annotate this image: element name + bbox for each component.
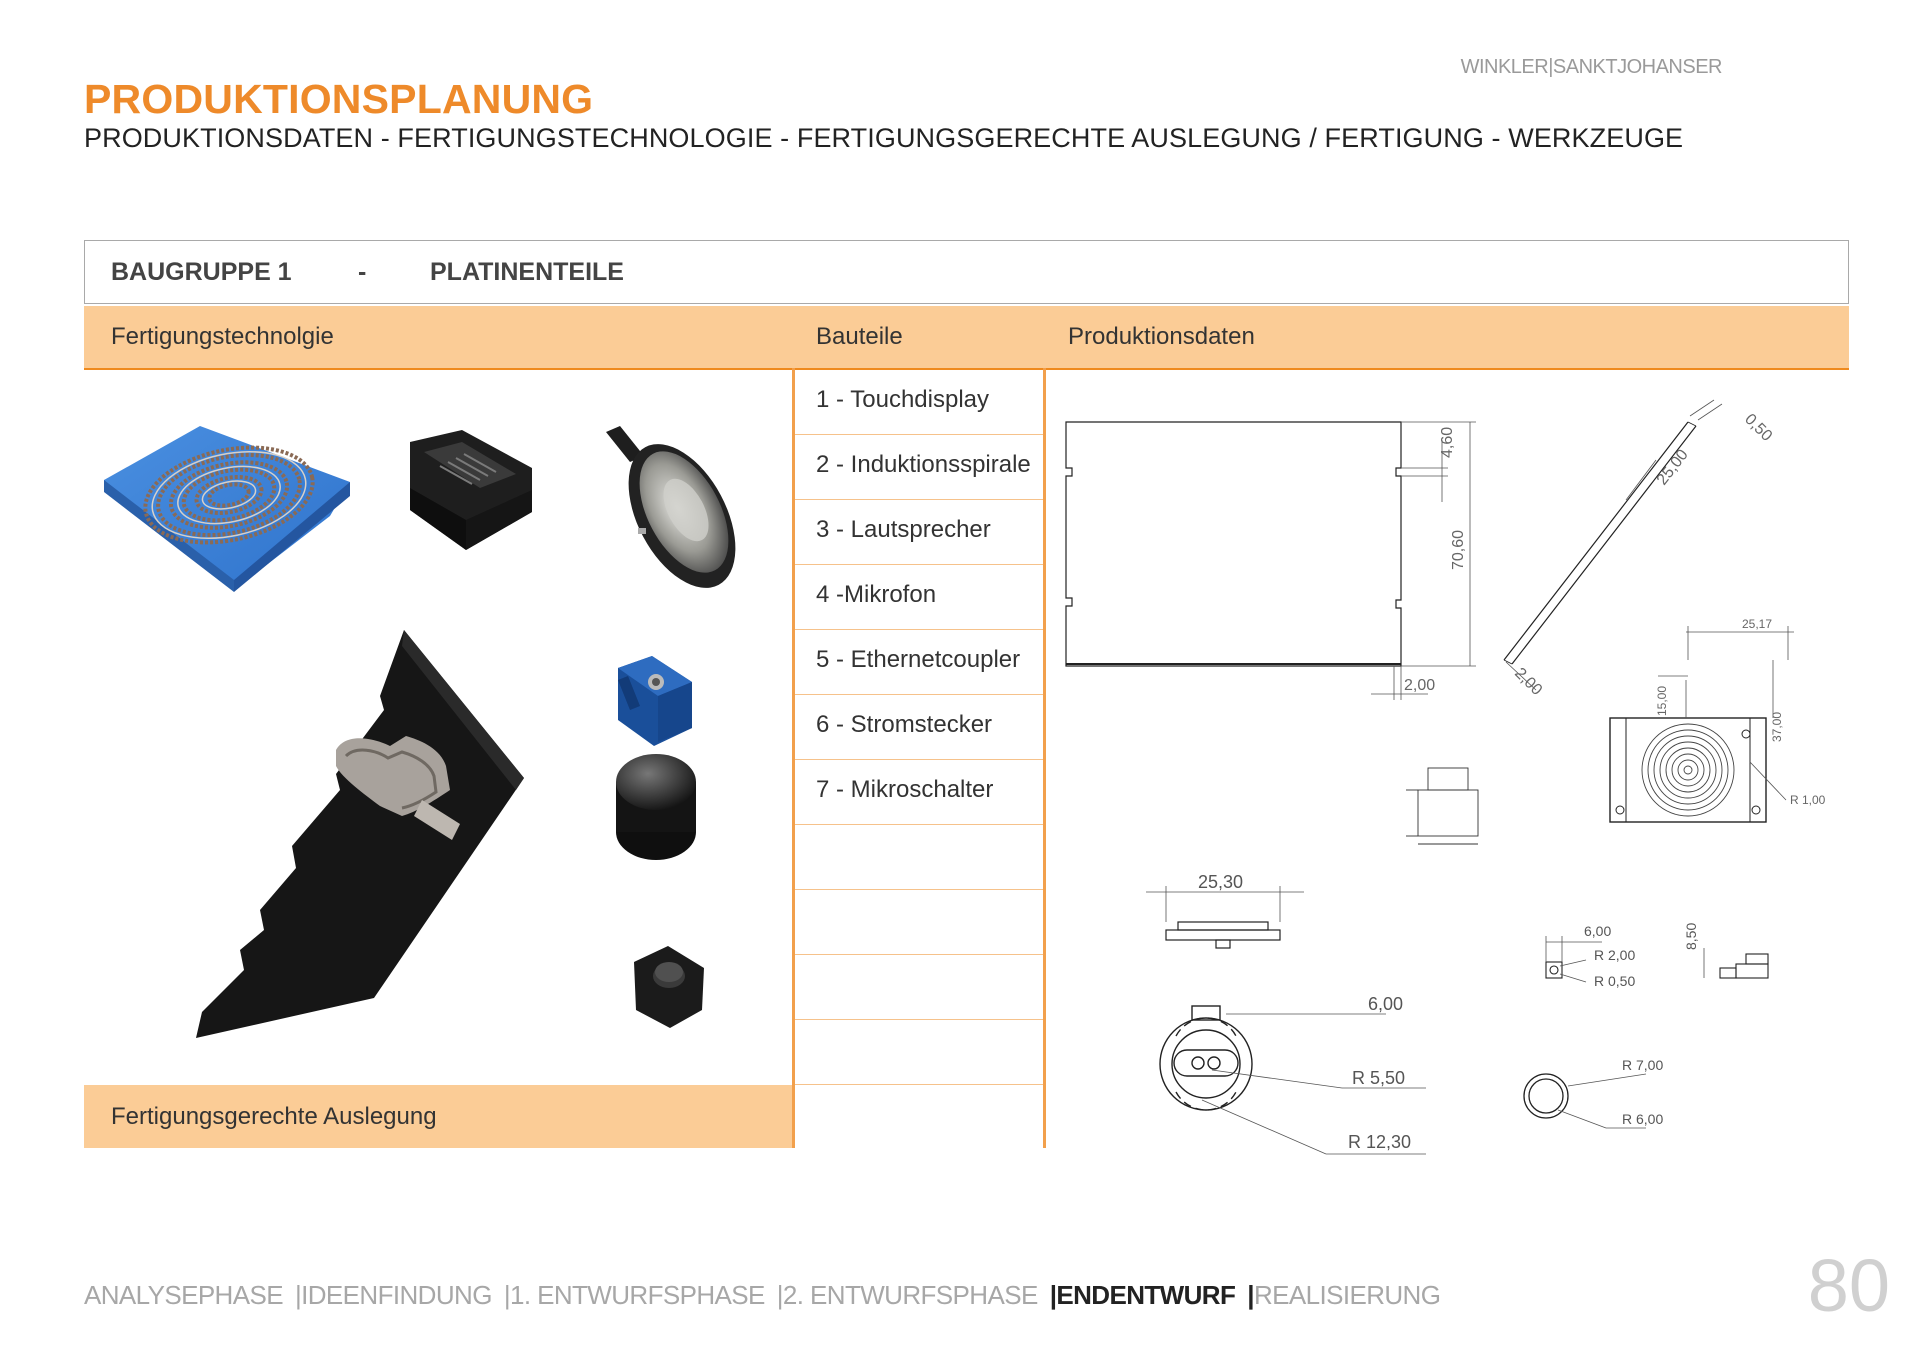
- row-divider: [795, 629, 1043, 630]
- dim-6-00-b: 6,00: [1584, 923, 1612, 939]
- group-name: PLATINENTEILE: [430, 258, 624, 286]
- microswitch-render: [634, 946, 704, 1028]
- speaker-render: [606, 426, 757, 606]
- dim-r-1-00: R 1,00: [1790, 793, 1826, 807]
- row-divider: [795, 564, 1043, 565]
- nav-item-entwurfsphase-2[interactable]: 2. ENTWURFSPHASE: [782, 1280, 1038, 1310]
- dim-25-30: 25,30: [1198, 872, 1244, 892]
- microphone-render: [616, 754, 696, 860]
- dim-4-60: 4,60: [1439, 426, 1456, 458]
- dim-37-00: 37,00: [1770, 711, 1784, 742]
- group-label: BAUGRUPPE 1: [111, 258, 292, 286]
- dim-15-00: 15,00: [1655, 685, 1669, 716]
- dim-r-0-50: R 0,50: [1594, 973, 1636, 989]
- power-plug-render: [618, 656, 692, 746]
- dim-25-00: 25,00: [1653, 446, 1692, 489]
- design-label: Fertigungsgerechte Auslegung: [111, 1103, 437, 1130]
- ethernet-coupler-render: [410, 430, 532, 550]
- row-divider: [795, 759, 1043, 760]
- nav-separator: |: [294, 1280, 302, 1310]
- author-credit: WINKLER|SANKTJOHANSER: [1460, 56, 1722, 78]
- part-microphone: 4 -Mikrofon: [816, 581, 937, 608]
- row-divider: [795, 954, 1043, 955]
- part-touchdisplay: 1 - Touchdisplay: [816, 386, 989, 413]
- column-header-production-data: Produktionsdaten: [1068, 323, 1255, 350]
- dim-8-50: 8,50: [1683, 922, 1699, 950]
- row-divider: [795, 824, 1043, 825]
- nav-separator: |: [1247, 1280, 1254, 1310]
- coil-drawing: [1610, 718, 1766, 822]
- column-header-band: [84, 306, 1849, 370]
- nav-item-realisierung[interactable]: REALISIERUNG: [1253, 1280, 1441, 1310]
- row-divider: [795, 694, 1043, 695]
- nav-item-ideenfindung[interactable]: IDEENFINDUNG: [301, 1280, 492, 1310]
- row-divider: [795, 1084, 1043, 1085]
- dim-r-6-00: R 6,00: [1622, 1111, 1664, 1127]
- nav-item-entwurfsphase-1[interactable]: 1. ENTWURFSPHASE: [509, 1280, 765, 1310]
- dim-r-12-30: R 12,30: [1348, 1132, 1412, 1152]
- nav-item-analysephase[interactable]: ANALYSEPHASE: [84, 1280, 283, 1310]
- column-header-technology: Fertigungstechnolgie: [111, 323, 334, 350]
- induction-coil-render: [104, 426, 350, 592]
- part-induction-coil: 2 - Induktionsspirale: [816, 451, 1031, 478]
- dim-r-2-00: R 2,00: [1594, 947, 1636, 963]
- group-dash: -: [358, 258, 367, 286]
- touchdisplay-render: [196, 630, 524, 1038]
- dim-2-00-a: 2,00: [1404, 677, 1436, 694]
- speaker-side-drawing: [1166, 922, 1280, 948]
- nav-separator: |: [776, 1280, 783, 1310]
- dim-0-50: 0,50: [1741, 410, 1776, 445]
- dim-2-00-b: 2,00: [1511, 664, 1546, 699]
- dim-r-7-00: R 7,00: [1622, 1057, 1664, 1073]
- row-divider: [795, 434, 1043, 435]
- nav-separator: |: [503, 1280, 510, 1310]
- component-renderings: [84, 370, 789, 1082]
- part-speaker: 3 - Lautsprecher: [816, 516, 991, 543]
- column-header-parts: Bauteile: [816, 323, 903, 350]
- dim-70-60: 70,60: [1450, 529, 1467, 570]
- technical-drawings: [1046, 370, 1846, 1170]
- plug-side-drawing: [1720, 954, 1768, 978]
- speaker-front-drawing: [1160, 1006, 1252, 1110]
- row-divider: [795, 889, 1043, 890]
- nav-item-endentwurf[interactable]: ENDENTWURF: [1056, 1280, 1236, 1310]
- dim-25-17: 25,17: [1742, 617, 1773, 631]
- group-title-box: [84, 240, 1849, 304]
- page-subtitle: PRODUKTIONSDATEN - FERTIGUNGSTECHNOLOGIE - FERTIGUNGSGERECHTE AUSLEGUNG / FERTIGUNG - WERKZEUGE: [84, 123, 1684, 153]
- mic-side-drawing: [1406, 768, 1478, 844]
- parts-column-left-border: [792, 368, 795, 1148]
- phase-navigation: [84, 1280, 1440, 1311]
- switch-drawing: [1546, 962, 1562, 978]
- row-divider: [795, 1019, 1043, 1020]
- display-outline-drawing: [1066, 422, 1401, 666]
- part-power-plug: 6 - Stromstecker: [816, 711, 993, 738]
- page-title: PRODUKTIONSPLANUNG: [84, 76, 594, 122]
- part-ethernet-coupler: 5 - Ethernetcoupler: [816, 646, 1021, 673]
- row-divider: [795, 499, 1043, 500]
- dim-r-5-50: R 5,50: [1352, 1068, 1406, 1088]
- dim-6-00-a: 6,00: [1368, 994, 1404, 1014]
- part-micro-switch: 7 - Mikroschalter: [816, 776, 994, 803]
- page-number: 80: [1807, 1244, 1890, 1327]
- nav-separator: |: [1049, 1280, 1057, 1310]
